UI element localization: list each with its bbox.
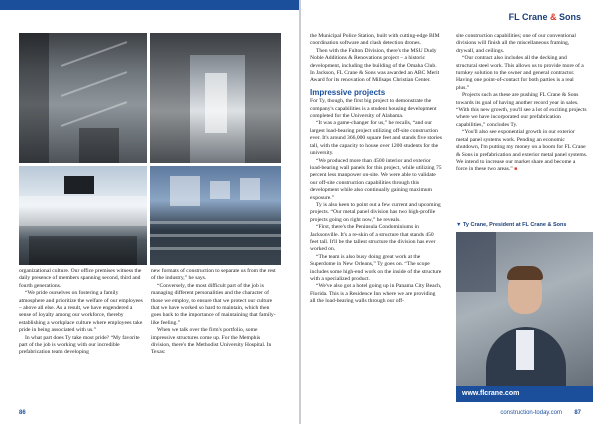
paragraph — [456, 129, 588, 173]
caption-triangle-icon: ▼ — [456, 222, 462, 228]
left-column-1 — [19, 268, 145, 357]
paragraph: the Municipal Police Station, built with cutting-edge BIM coordination software and clash detection drones. — [310, 33, 440, 47]
portrait-hair — [507, 266, 543, 280]
photo-building-exterior — [150, 166, 281, 265]
paragraph: “We pride ourselves on fostering a family atmosphere and prioritize the welfare of our employees – above all else. As a result, we have engendered a sense of loyalty among our workforce, thereby establishing a workplace culture where employees take pride in being associated with us.” — [19, 290, 143, 334]
left-column-2 — [151, 268, 279, 357]
paragraph: Then with the Fulton Division, there's the MSU Dudy Noble Additions & Renovations project – a historic development, including the building of the Omaha Club. In Jackson, FL Crane & Sons was awarded an ABC Merit Award for its renovation of Millsaps Christian Center. — [310, 47, 440, 84]
paragraph: “Our contract also includes all the decking and structural steel work. This allows us to provide more of a turnkey solution to the owner and general contractor. Having one point-of-contact for both parties is a real plus.” — [456, 55, 584, 91]
photo-lounge — [19, 166, 147, 265]
end-mark-icon: ■ — [514, 167, 518, 173]
left-page-number: 86 — [19, 410, 26, 416]
paragraph: In what part does Ty take most pride? “My favorite part of the job is working with our incredible prefabrication team developing — [19, 334, 140, 356]
right-column-1 — [310, 33, 442, 306]
paragraph: “We've also got a hotel going up in Panama City Beach, Florida. This is a Residence Inn where we are providing all the load-bearing walls through our off- — [310, 283, 442, 305]
paragraph: “Conversely, the most difficult part of the job is managing different personalities and the character of those we employ, to ensure that we protect our culture that we have worked so hard to maintain, which then goes back to the importance of maintaining that family-like feeling.” — [151, 282, 276, 326]
photo-hallway — [150, 33, 281, 163]
caption-text: Ty Crane, President at FL Crane & Sons — [462, 222, 567, 228]
paragraph: site construction capabilities; one of our conventional divisions will finish all the miscellaneous framing, drywall, and ceilings. — [456, 33, 576, 54]
brand-ampersand: & — [549, 12, 557, 22]
paragraph: Ty is also keen to point out a few current and upcoming projects. “Our metal panel division has two high-profile projects going on right now,” he reveals. — [310, 201, 441, 223]
site-footer: construction-today.com — [500, 410, 562, 416]
brand-name: FL Crane — [508, 12, 548, 22]
paragraph-text: “You'll also see exponential growth in our exterior metal panel systems work. Pending an economic shutdown, I'm putting my money on a boom for FL Crane & Sons in prefabrication and exterior metal panel systems. We intend to increase our market share and become a force in these two areas.” — [456, 129, 588, 173]
photo-stairwell — [19, 33, 147, 163]
paragraph: “First, there's the Peninsula Condominiums in Jacksonville. It's a re-skin of a structure that stands 450 feet tall. It'll be the tallest structure the division has ever worked on. — [310, 224, 436, 253]
paragraph: When we talk over the firm's portfolio, some impressive structures come up. For the Memphis division, there's the Methodist University Hospital. In Texas: — [151, 327, 272, 356]
paragraph: For Ty, though, the first big project to demonstrate the company's capabilities is a student housing development completed for the University of Alabama. — [310, 98, 437, 120]
photo-caption — [456, 222, 594, 228]
brand-suffix: Sons — [558, 12, 581, 22]
paragraph: “We produced more than 4500 interior and exterior load-bearing wall panels for this project, while utilizing 75 percent less manpower on-site. We were able to validate our off-site construction capabilities through this development while also continually gaining maximum exposure.” — [310, 157, 442, 201]
right-column-2 — [456, 33, 588, 174]
paragraph: Projects such as these are pushing FL Crane & Sons towards its goal of having another record year in sales. “With this new growth, you'll see a lot of exciting projects where we have incorporated our prefabrication capabilities,” concludes Ty. — [456, 92, 587, 128]
paragraph: new formats of construction to separate us from the rest of the industry,” he says. — [151, 268, 276, 282]
right-page-number: 87 — [574, 410, 581, 416]
section-subhead: Impressive projects — [310, 87, 386, 97]
paragraph: organizational culture. Our office premises witness the daily presence of members spanning second, third and fourth generations. — [19, 268, 142, 289]
paragraph: “The team is also busy doing great work at the Superdome in New Orleans,” Ty goes on. “The scope includes some high-end work on the inside of the structure with a specialized product. — [310, 253, 442, 282]
website-link[interactable]: www.flcrane.com — [456, 386, 593, 402]
brand-header — [509, 12, 581, 22]
portrait-photo — [456, 232, 593, 402]
left-page — [0, 0, 299, 424]
left-top-bar — [0, 0, 299, 10]
portrait-shirt — [516, 330, 534, 370]
right-page — [301, 0, 600, 424]
logo-wall — [456, 232, 496, 292]
paragraph: “It was a game-changer for us,” he recalls, “and our largest load-bearing project utilizing off-site construction ever. It's around 366,000 square feet and stands five stories tall, with the capacity to house over 1200 students for the university. — [310, 120, 442, 157]
